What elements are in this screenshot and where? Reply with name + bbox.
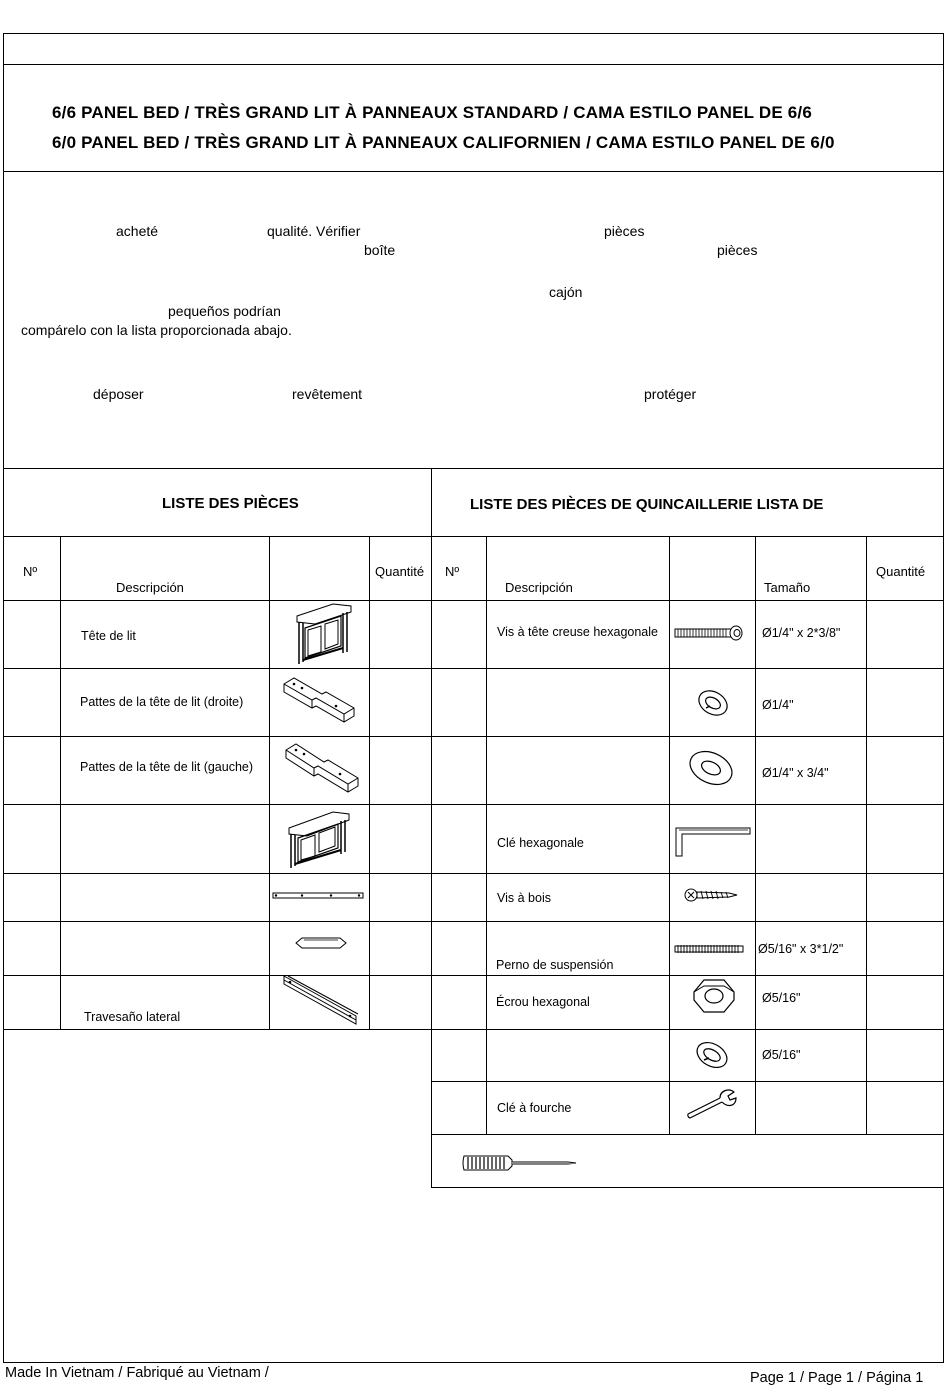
hardware-row-rule xyxy=(431,1134,944,1135)
intro-bottom-rule xyxy=(3,468,944,469)
hardware-row-desc: Clé à fourche xyxy=(497,1101,572,1115)
intro-word: boîte xyxy=(364,242,396,258)
wood-screw-icon xyxy=(683,884,739,906)
hardware-row-rule xyxy=(431,668,944,669)
intro-word: revêtement xyxy=(292,386,363,402)
hardware-col-divider xyxy=(866,536,867,1134)
hardware-row-rule xyxy=(431,804,944,805)
hardware-col-desc: Descripción xyxy=(505,580,573,595)
intro-word: acheté xyxy=(116,223,159,239)
hardware-row-size: Ø5/16" xyxy=(762,991,801,1005)
hex-socket-bolt-icon xyxy=(673,624,745,642)
list-heading-rule xyxy=(3,536,944,537)
center-divider xyxy=(431,468,432,1188)
lock-washer-icon xyxy=(694,686,732,720)
hardware-row-rule xyxy=(431,1081,944,1082)
parts-row-desc: Travesaño lateral xyxy=(84,1010,181,1024)
headboard-leg-right-icon xyxy=(282,674,358,730)
title-bottom-rule xyxy=(3,171,944,172)
hardware-col-size: Tamaño xyxy=(764,580,811,595)
hardware-row-rule xyxy=(431,1029,944,1030)
hardware-row-desc: Clé hexagonale xyxy=(497,836,584,850)
hardware-col-divider xyxy=(755,536,756,1134)
hardware-row-rule xyxy=(431,873,944,874)
parts-col-desc: Descripción xyxy=(116,580,184,595)
headboard-leg-left-icon xyxy=(284,740,362,800)
intro-word: pequeños podrían xyxy=(168,303,281,319)
intro-word: cajón xyxy=(549,284,583,300)
hardware-row-rule xyxy=(431,736,944,737)
header-top-rule xyxy=(3,64,944,65)
hardware-row-desc: Vis à tête creuse hexagonale xyxy=(497,625,658,639)
parts-col-no: Nº xyxy=(23,564,38,579)
intro-word: qualité. Vérifier xyxy=(267,223,361,239)
column-header-rule xyxy=(3,600,944,601)
parts-col-divider xyxy=(369,536,370,1029)
side-rail-icon xyxy=(280,974,360,1026)
title-line-1: 6/6 PANEL BED / TRÈS GRAND LIT À PANNEAUX STANDARD / CAMA ESTILO PANEL DE 6/6 xyxy=(52,103,813,122)
parts-row-rule xyxy=(3,921,431,922)
headboard-icon xyxy=(293,602,355,666)
parts-list-heading: LISTE DES PIÈCES xyxy=(162,495,299,512)
parts-row-desc: Pattes de la tête de lit (gauche) xyxy=(80,760,254,774)
intro-sentence: compárelo con la lista proporcionada abajo. xyxy=(21,322,292,338)
parts-row-rule xyxy=(3,1029,431,1030)
hardware-list-heading: LISTE DES PIÈCES DE QUINCAILLERIE LISTA DE xyxy=(470,496,824,513)
hardware-col-divider xyxy=(669,536,670,1134)
intro-word: pièces xyxy=(717,242,758,258)
hardware-row-size: Ø5/16" xyxy=(762,1048,801,1062)
hardware-row-size: Ø1/4" x 2*3/8" xyxy=(762,626,841,640)
screwdriver-icon xyxy=(460,1152,578,1174)
hardware-row-rule xyxy=(431,975,944,976)
lock-washer-small-icon xyxy=(692,1038,732,1072)
parts-col-divider xyxy=(269,536,270,1029)
hardware-row-desc: Vis à bois xyxy=(497,891,551,905)
intro-word: protéger xyxy=(644,386,697,402)
open-wrench-icon xyxy=(684,1088,738,1122)
parts-row-desc: Pattes de la tête de lit (droite) xyxy=(80,695,244,709)
parts-row-rule xyxy=(3,873,431,874)
hex-nut-icon xyxy=(692,978,736,1016)
parts-row-rule xyxy=(3,804,431,805)
hardware-col-qty: Quantité xyxy=(876,564,926,579)
hanger-bolt-icon xyxy=(673,942,745,956)
support-rod-icon xyxy=(294,936,348,950)
parts-col-qty: Quantité xyxy=(375,564,425,579)
footer-page-number: Page 1 / Page 1 / Página 1 xyxy=(750,1370,924,1386)
hardware-row-desc: Écrou hexagonal xyxy=(496,995,590,1009)
footboard-icon xyxy=(287,806,353,870)
hardware-row-rule xyxy=(431,921,944,922)
hardware-row-desc: Perno de suspensión xyxy=(496,958,614,972)
flat-washer-icon xyxy=(686,748,736,788)
hardware-col-no: Nº xyxy=(445,564,460,579)
allen-key-icon xyxy=(672,824,752,860)
parts-row-rule xyxy=(3,668,431,669)
parts-row-desc: Tête de lit xyxy=(81,629,136,643)
parts-row-rule xyxy=(3,736,431,737)
intro-word: déposer xyxy=(93,386,144,402)
footer-origin: Made In Vietnam / Fabriqué au Vietnam / xyxy=(5,1365,269,1381)
hardware-row-size: Ø1/4" x 3/4" xyxy=(762,766,829,780)
parts-col-divider xyxy=(60,536,61,1029)
title-line-2: 6/0 PANEL BED / TRÈS GRAND LIT À PANNEAUX CALIFORNIEN / CAMA ESTILO PANEL DE 6/0 xyxy=(52,133,835,152)
intro-word: pièces xyxy=(604,223,645,239)
hardware-row-rule xyxy=(431,1187,944,1188)
hardware-col-divider xyxy=(486,536,487,1134)
hardware-row-size: Ø1/4" xyxy=(762,698,794,712)
parts-row-rule xyxy=(3,975,431,976)
hardware-row-size: Ø5/16" x 3*1/2" xyxy=(758,942,844,956)
slat-rail-icon xyxy=(272,890,364,902)
